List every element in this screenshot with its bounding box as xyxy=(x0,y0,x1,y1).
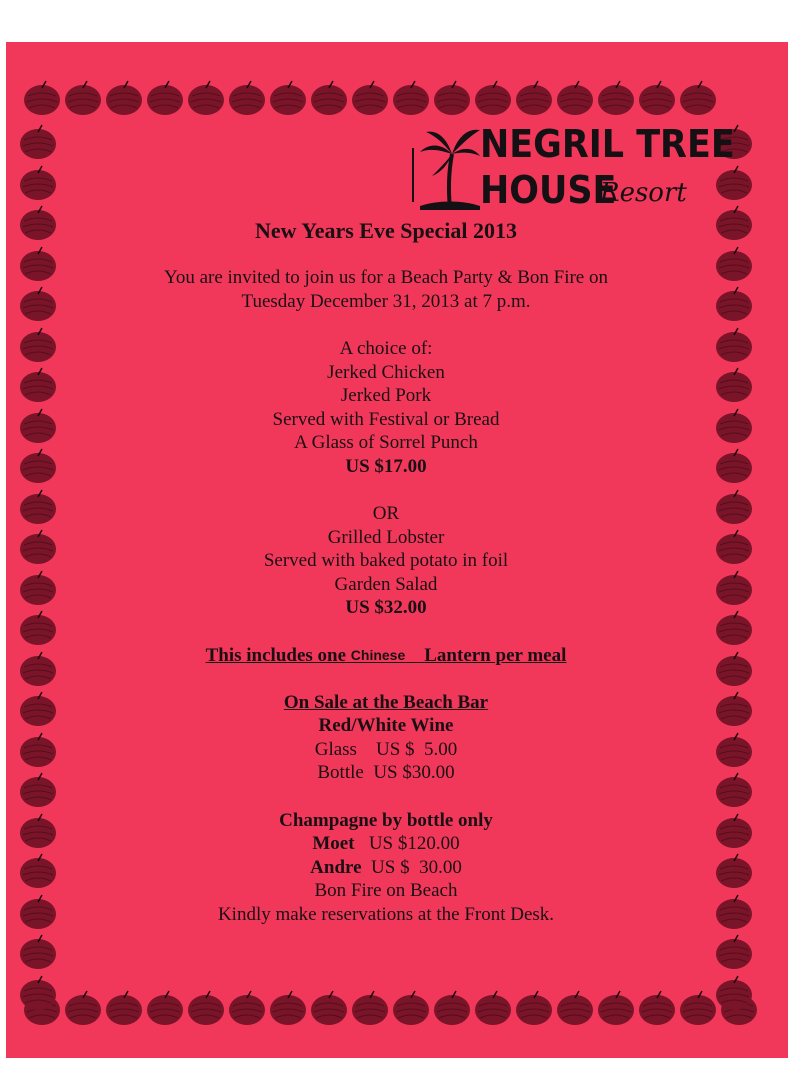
apple-decoration-icon xyxy=(268,78,308,118)
apple-decoration-icon xyxy=(18,689,58,729)
apple-decoration-icon xyxy=(678,78,718,118)
bottle-label: Bottle xyxy=(317,762,364,783)
apple-decoration-icon xyxy=(18,284,58,324)
lantern-text-before: This includes one xyxy=(205,644,347,666)
reservation-note: Kindly make reservations at the Front Desk. xyxy=(217,903,555,925)
apple-decoration-icon xyxy=(596,988,636,1028)
apple-decoration-icon xyxy=(18,365,58,405)
apple-decoration-icon xyxy=(18,770,58,810)
apple-decoration-icon xyxy=(104,78,144,118)
logo-divider xyxy=(412,148,414,202)
apple-decoration-icon xyxy=(309,988,349,1028)
apple-decoration-icon xyxy=(514,78,554,118)
apple-decoration-icon xyxy=(63,78,103,118)
apple-decoration-icon xyxy=(391,988,431,1028)
wine-glass-row xyxy=(126,738,646,762)
andre-row xyxy=(126,856,646,880)
menu-option-1 xyxy=(126,337,646,478)
apple-decoration-icon xyxy=(268,988,308,1028)
glass-label: Glass xyxy=(314,738,357,760)
lantern-text-after: Lantern per meal xyxy=(424,644,567,666)
apple-decoration-icon xyxy=(714,851,754,891)
apple-decoration-icon xyxy=(18,932,58,972)
logo-name-line2: HOUSE xyxy=(480,168,617,212)
apple-decoration-icon xyxy=(714,932,754,972)
andre-price: US $ 30.00 xyxy=(371,856,462,878)
apple-decoration-icon xyxy=(714,203,754,243)
or-divider: OR xyxy=(372,503,400,524)
moet-price: US $120.00 xyxy=(368,833,460,854)
apple-decoration-icon xyxy=(714,325,754,365)
apple-decoration-icon xyxy=(432,78,472,118)
apple-decoration-icon xyxy=(18,608,58,648)
apple-decoration-icon xyxy=(714,244,754,284)
apple-decoration-icon xyxy=(714,527,754,567)
menu-item: Served with baked potato in foil xyxy=(263,550,509,571)
apple-decoration-icon xyxy=(714,568,754,608)
page-title: New Years Eve Special 2013 xyxy=(255,218,517,243)
apple-decoration-icon xyxy=(63,988,103,1028)
apple-decoration-icon xyxy=(473,78,513,118)
apple-decoration-icon xyxy=(18,649,58,689)
apple-decoration-icon xyxy=(227,988,267,1028)
apple-decoration-icon xyxy=(18,973,58,1013)
apple-decoration-icon xyxy=(714,284,754,324)
lantern-text-chinese: Chinese xyxy=(350,646,406,663)
menu-item: Grilled Lobster xyxy=(327,526,445,548)
apple-decoration-icon xyxy=(18,892,58,932)
apple-decoration-icon xyxy=(637,988,677,1028)
apple-decoration-icon xyxy=(714,973,754,1013)
apple-decoration-icon xyxy=(596,78,636,118)
apple-decoration-icon xyxy=(714,892,754,932)
intro-line-1: You are invited to join us for a Beach Party & Bon Fire on xyxy=(164,267,608,288)
moet-row xyxy=(126,832,646,856)
apple-decoration-icon xyxy=(714,811,754,851)
beach-bar-section xyxy=(126,691,646,785)
apple-decoration-icon xyxy=(22,78,62,118)
apple-decoration-icon xyxy=(145,988,185,1028)
option-1-price: US $17.00 xyxy=(345,455,427,477)
apple-decoration-icon xyxy=(714,770,754,810)
wine-heading: Red/White Wine xyxy=(318,715,454,736)
bonfire-note: Bon Fire on Beach xyxy=(314,880,458,901)
glass-price: US $ 5.00 xyxy=(375,738,458,760)
champagne-heading: Champagne by bottle only xyxy=(279,809,493,831)
apple-decoration-icon xyxy=(432,988,472,1028)
apple-decoration-icon xyxy=(18,122,58,162)
apple-decoration-icon xyxy=(714,446,754,486)
apple-decoration-icon xyxy=(18,446,58,486)
logo-resort-script: Resort xyxy=(600,178,687,208)
menu-item: Jerked Chicken xyxy=(327,361,445,383)
wine-bottle-row xyxy=(126,761,646,785)
apple-decoration-icon xyxy=(18,730,58,770)
apple-decoration-icon xyxy=(18,406,58,446)
apple-decoration-icon xyxy=(714,649,754,689)
apple-decoration-icon xyxy=(18,568,58,608)
bottle-price: US $30.00 xyxy=(373,762,455,783)
menu-option-2 xyxy=(126,502,646,620)
apple-decoration-icon xyxy=(18,325,58,365)
apple-decoration-icon xyxy=(350,988,390,1028)
apple-decoration-icon xyxy=(678,988,718,1028)
intro-line-2: Tuesday December 31, 2013 at 7 p.m. xyxy=(241,290,531,312)
apple-decoration-icon xyxy=(514,988,554,1028)
apple-decoration-icon xyxy=(18,851,58,891)
apple-decoration-icon xyxy=(714,365,754,405)
apple-decoration-icon xyxy=(186,78,226,118)
apple-decoration-icon xyxy=(309,78,349,118)
apple-decoration-icon xyxy=(18,203,58,243)
apple-decoration-icon xyxy=(714,163,754,203)
apple-decoration-icon xyxy=(555,988,595,1028)
apple-decoration-icon xyxy=(391,78,431,118)
option-2-price: US $32.00 xyxy=(345,597,427,618)
apple-decoration-icon xyxy=(714,730,754,770)
lantern-note xyxy=(126,644,646,667)
bar-heading: On Sale at the Beach Bar xyxy=(283,691,489,713)
andre-label: Andre xyxy=(310,856,362,878)
moet-label: Moet xyxy=(312,833,355,854)
apple-decoration-icon xyxy=(104,988,144,1028)
apple-decoration-icon xyxy=(637,78,677,118)
resort-logo xyxy=(408,118,735,218)
apple-decoration-icon xyxy=(18,163,58,203)
menu-item: Jerked Pork xyxy=(340,385,432,406)
apple-decoration-icon xyxy=(18,244,58,284)
apple-decoration-icon xyxy=(18,811,58,851)
apple-decoration-icon xyxy=(350,78,390,118)
apple-decoration-icon xyxy=(714,689,754,729)
menu-item: Served with Festival or Bread xyxy=(272,408,500,430)
apple-decoration-icon xyxy=(186,988,226,1028)
apple-decoration-icon xyxy=(714,487,754,527)
apple-decoration-icon xyxy=(714,608,754,648)
apple-decoration-icon xyxy=(227,78,267,118)
flyer-content xyxy=(126,218,646,926)
apple-decoration-icon xyxy=(18,487,58,527)
logo-name-line1: NEGRIL TREE xyxy=(480,122,735,166)
apple-decoration-icon xyxy=(18,527,58,567)
menu-item: Garden Salad xyxy=(334,573,438,595)
choice-heading: A choice of: xyxy=(339,338,433,359)
palm-tree-icon xyxy=(418,124,482,210)
apple-decoration-icon xyxy=(145,78,185,118)
apple-decoration-icon xyxy=(473,988,513,1028)
champagne-section xyxy=(126,809,646,927)
flyer-page xyxy=(6,42,788,1058)
menu-item: A Glass of Sorrel Punch xyxy=(294,432,478,453)
apple-decoration-icon xyxy=(555,78,595,118)
apple-decoration-icon xyxy=(714,406,754,446)
